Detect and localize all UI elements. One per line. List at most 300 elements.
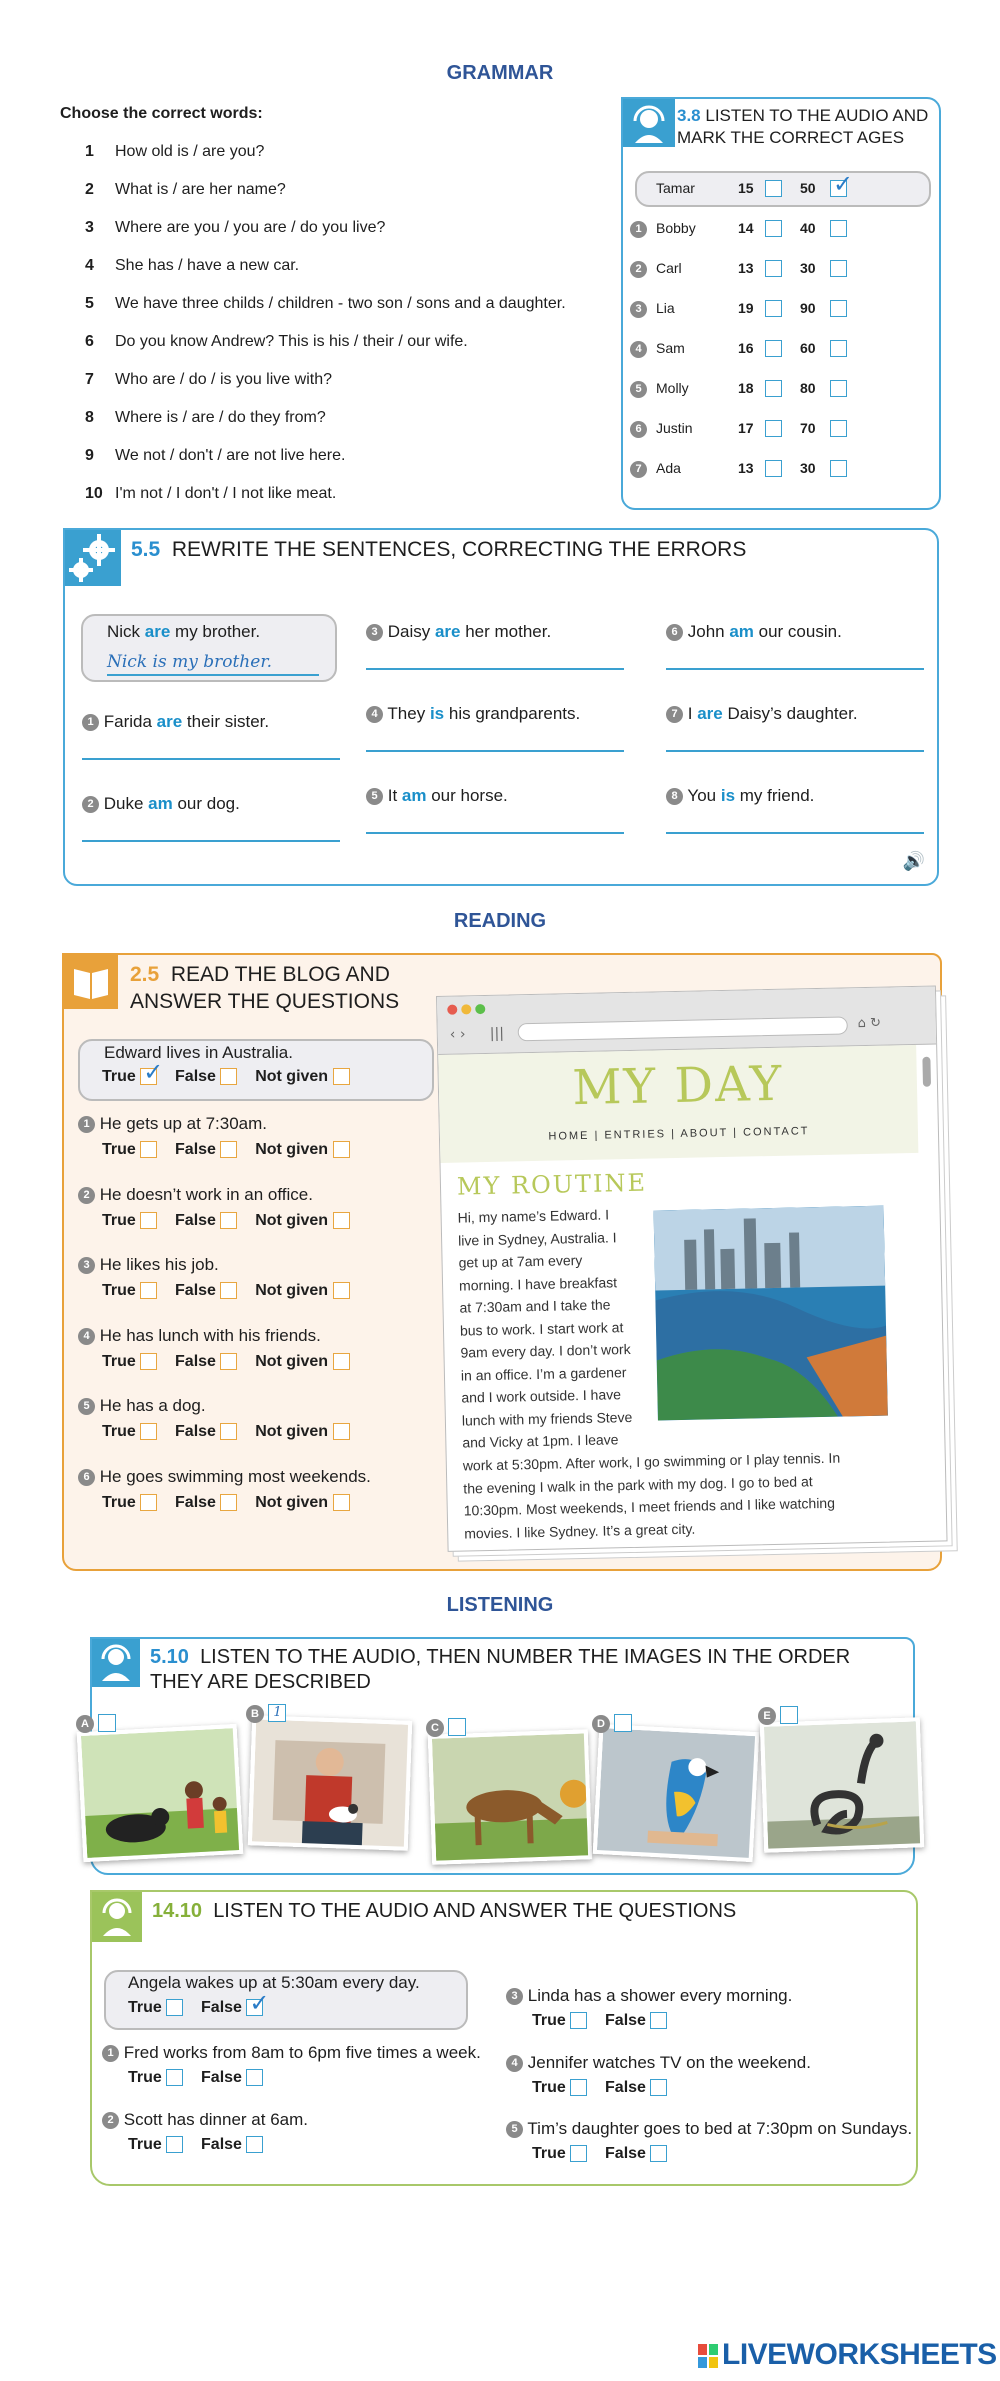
false-label: False [175, 1423, 216, 1440]
number-badge: 1 [82, 714, 99, 731]
sentence-part-a: I [687, 704, 698, 723]
minimize-dot[interactable] [461, 1004, 471, 1014]
blog-text-wide [463, 1447, 842, 1545]
questions-num: 14.10 [152, 1900, 203, 1922]
rewrite-sentence [366, 622, 551, 642]
true-label: True [128, 2136, 162, 2153]
sentence-part-a: Duke [103, 794, 149, 813]
rewrite-sentence [666, 622, 842, 642]
number-badge: 4 [366, 706, 383, 723]
grammar-item-text[interactable]: Do you know Andrew? This is his / their / our wife. [115, 333, 468, 350]
listening-question [102, 2043, 481, 2063]
not-given-checkbox[interactable] [333, 1353, 350, 1370]
question-text: Linda has a shower every morning. [527, 1986, 793, 2005]
blog-line: movies. I like Sydney. It’s a great city. [464, 1520, 696, 1542]
sentence-part-b: are [697, 704, 723, 723]
grammar-item-text[interactable]: She has / have a new car. [115, 257, 300, 274]
answer-options [102, 1353, 350, 1371]
rewrite-title: REWRITE THE SENTENCES, CORRECTING THE ERRORS [171, 538, 747, 561]
age-checkbox-2[interactable] [830, 220, 847, 237]
grammar-title: GRAMMAR [446, 62, 554, 84]
false-checkbox[interactable] [220, 1494, 237, 1511]
age-checkbox-2[interactable] [830, 340, 847, 357]
age-checkbox-2[interactable] [830, 420, 847, 437]
answer-options [102, 1494, 350, 1512]
grammar-item-number: 8 [85, 409, 94, 426]
answer-line[interactable] [82, 758, 340, 760]
sentence-part-c: our horse. [426, 786, 508, 805]
age-checkbox-1[interactable] [765, 380, 782, 397]
grammar-instruction: Choose the correct words: [60, 105, 263, 122]
reading-question [78, 1467, 371, 1487]
image-label [76, 1714, 116, 1733]
not-given-checkbox[interactable] [333, 1282, 350, 1299]
example-part-c: my brother. [170, 622, 261, 641]
blog-line: live in Sydney, Australia. I [457, 1228, 617, 1249]
sydney-photo [654, 1206, 888, 1421]
false-label: False [175, 1141, 216, 1158]
grammar-item [85, 485, 336, 503]
true-label: True [102, 1352, 136, 1370]
true-label: True [532, 2012, 566, 2029]
address-bar[interactable] [518, 1016, 848, 1041]
grammar-item-number: 6 [85, 333, 94, 350]
not-given-checkbox[interactable] [333, 1141, 350, 1158]
number-badge: 4 [630, 341, 647, 358]
question-text: Scott has dinner at 6am. [123, 2110, 309, 2129]
number-badge: 2 [78, 1187, 95, 1204]
age-checkbox-2[interactable] [830, 300, 847, 317]
answer-line[interactable] [666, 668, 924, 670]
grammar-item-number: 3 [85, 219, 94, 236]
reading-title1: READ THE BLOG AND [170, 963, 390, 986]
listening-question [506, 2119, 912, 2139]
listening-question [102, 2110, 308, 2130]
image-label [246, 1704, 286, 1723]
blog-line: get up at 7am every [458, 1251, 583, 1271]
age-checkbox-2[interactable] [830, 169, 854, 198]
age-option-1: 18 [738, 380, 754, 396]
rewrite-sentence [366, 704, 580, 724]
false-label: False [605, 2012, 646, 2029]
not-given-checkbox[interactable] [333, 1423, 350, 1440]
question-text: Tim’s daughter goes to bed at 7:30pm on Sundays. [527, 2119, 913, 2138]
scene-illustration [596, 1728, 759, 1862]
false-checkbox[interactable] [246, 2136, 263, 2153]
blog-browser [436, 985, 950, 1555]
listening-question [506, 2053, 811, 2073]
number-badge: 3 [630, 301, 647, 318]
image-letter: E [758, 1707, 776, 1725]
grammar-item [85, 333, 468, 351]
scene-illustration [764, 1721, 924, 1853]
sentence-part-c: their sister. [182, 712, 270, 731]
true-label: True [128, 2069, 162, 2086]
person-name: Justin [656, 420, 693, 436]
true-checkbox[interactable] [140, 1353, 157, 1370]
blog-subtitle: MY ROUTINE [456, 1168, 648, 1201]
not-given-label: Not given [255, 1282, 329, 1299]
person-name: Tamar [656, 180, 695, 196]
number-badge: 1 [78, 1116, 95, 1133]
true-label: True [102, 1211, 136, 1229]
number-badge: 5 [506, 2121, 523, 2138]
answer-line[interactable] [366, 668, 624, 670]
answer-options [102, 1423, 350, 1441]
image-label [592, 1714, 632, 1733]
false-label: False [175, 1352, 216, 1370]
image-number-box[interactable]: 1 [268, 1704, 286, 1722]
maximize-dot[interactable] [475, 1004, 485, 1014]
question-text: Fred works from 8am to 6pm five times a week. [123, 2043, 481, 2062]
image-letter: B [246, 1705, 264, 1723]
age-option-2: 90 [800, 300, 816, 316]
reading-title2: ANSWER THE QUESTIONS [130, 990, 400, 1013]
image-card [760, 1717, 924, 1853]
image-card [77, 1724, 244, 1862]
blog-line: and I work outside. I have [461, 1386, 622, 1406]
images-title-b: THEY ARE DESCRIBED [150, 1671, 371, 1693]
images-title-a: LISTEN TO THE AUDIO, THEN NUMBER THE IMAGES IN THE ORDER [200, 1646, 851, 1668]
blog-line: and Vicky at 1pm. I leave [462, 1431, 619, 1451]
age-checkbox-1[interactable] [765, 180, 782, 197]
question-text: He gets up at 7:30am. [99, 1114, 268, 1133]
number-badge: 4 [78, 1328, 95, 1345]
book-icon [64, 955, 118, 1009]
person-name: Sam [656, 340, 685, 356]
ages-num: 3.8 [677, 106, 701, 125]
reading-question [78, 1185, 313, 1205]
blog-line: the evening I walk in the park with my dog. I go to bed at [463, 1472, 813, 1497]
grammar-item-number: 2 [85, 181, 94, 198]
grammar-item [85, 371, 332, 389]
sentence-part-a: John [687, 622, 730, 641]
age-option-1: 16 [738, 340, 754, 356]
false-label: False [175, 1282, 216, 1299]
true-label: True [102, 1068, 136, 1085]
age-checkbox-2[interactable] [830, 260, 847, 277]
number-badge: 2 [102, 2112, 119, 2129]
back-forward-icon[interactable]: ‹ › [449, 1026, 466, 1043]
answer-options [128, 1989, 270, 2018]
grammar-item-number: 5 [85, 295, 94, 312]
sentence-part-b: am [148, 794, 173, 813]
age-option-2: 60 [800, 340, 816, 356]
blog-line: morning. I have breakfast [458, 1273, 618, 1294]
reading-num: 2.5 [130, 963, 160, 986]
age-checkbox-2[interactable] [830, 380, 847, 397]
listening-question [506, 1986, 792, 2006]
grammar-item-number: 7 [85, 371, 94, 388]
rewrite-num: 5.5 [131, 538, 161, 561]
true-checkbox[interactable] [140, 1058, 164, 1087]
reading-question [78, 1396, 206, 1416]
true-checkbox[interactable] [140, 1212, 157, 1229]
blog-line: Hi, my name’s Edward. I [457, 1206, 610, 1226]
false-checkbox[interactable] [650, 2079, 667, 2096]
false-checkbox[interactable] [220, 1353, 237, 1370]
image-card [428, 1729, 592, 1865]
image-letter: C [426, 1719, 444, 1737]
grammar-item [85, 257, 299, 275]
answer-options [532, 2145, 667, 2163]
false-label: False [605, 2079, 646, 2096]
age-checkbox-1[interactable] [765, 340, 782, 357]
false-checkbox[interactable] [220, 1141, 237, 1158]
false-checkbox[interactable] [220, 1068, 237, 1085]
reading-question [78, 1255, 219, 1275]
image-number-box[interactable] [98, 1714, 116, 1732]
sentence-part-a: It [387, 786, 402, 805]
sentence-part-c: my friend. [735, 786, 815, 805]
true-label: True [102, 1282, 136, 1299]
person-name: Lia [656, 300, 675, 316]
answer-line[interactable] [366, 750, 624, 752]
grammar-item-number: 9 [85, 447, 94, 464]
number-badge: 1 [630, 221, 647, 238]
blog-line: work at 5:30pm. After work, I go swimming or I play tennis. In [462, 1449, 841, 1474]
headphones-icon-2 [92, 1639, 140, 1687]
false-checkbox[interactable] [650, 2145, 667, 2162]
scene-illustration [81, 1728, 243, 1862]
false-label: False [201, 1999, 242, 2016]
speaker-icon[interactable]: 🔊 [902, 851, 925, 872]
answer-options [102, 1212, 350, 1230]
gear-icon [65, 530, 121, 586]
age-option-1: 15 [738, 180, 754, 196]
not-given-checkbox[interactable] [333, 1212, 350, 1229]
close-dot[interactable] [447, 1005, 457, 1015]
age-option-2: 30 [800, 460, 816, 476]
person-name: Carl [656, 260, 682, 276]
false-label: False [175, 1211, 216, 1229]
not-given-checkbox[interactable] [333, 1068, 350, 1085]
answer-line[interactable] [666, 832, 924, 834]
true-label: True [102, 1493, 136, 1511]
rewrite-sentence [666, 704, 858, 724]
age-option-1: 19 [738, 300, 754, 316]
check-mark-icon: ✓ [833, 169, 854, 198]
images-num: 5.10 [150, 1646, 189, 1668]
ages-heading [677, 105, 928, 149]
number-badge: 6 [666, 624, 683, 641]
browser-toolbar [437, 987, 936, 1055]
answer-line[interactable] [366, 832, 624, 834]
reading-question [78, 1326, 321, 1346]
sentence-part-b: is [720, 786, 736, 805]
sentence-part-b: is [429, 704, 445, 723]
answer-options [532, 2012, 667, 2030]
number-badge: 3 [506, 1988, 523, 2005]
person-name: Bobby [656, 220, 696, 236]
not-given-label: Not given [255, 1423, 329, 1440]
reading-heading [130, 961, 399, 1015]
grammar-item-number: 1 [85, 143, 94, 160]
false-checkbox[interactable] [650, 2012, 667, 2029]
number-badge: 4 [506, 2055, 523, 2072]
sentence-part-a: You [687, 786, 721, 805]
number-badge: 1 [102, 2045, 119, 2062]
blog-nav[interactable]: HOME | ENTRIES | ABOUT | CONTACT [548, 1125, 810, 1143]
rewrite-sentence [666, 786, 814, 806]
false-label: False [201, 2136, 242, 2153]
blog-window [436, 986, 948, 1552]
number-badge: 2 [82, 796, 99, 813]
number-badge: 7 [666, 706, 683, 723]
age-option-2: 70 [800, 420, 816, 436]
blog-title: MY DAY [571, 1055, 784, 1117]
sentence-part-c: our dog. [172, 794, 240, 813]
true-checkbox[interactable] [570, 2012, 587, 2029]
answer-options [532, 2079, 667, 2097]
true-label: True [532, 2079, 566, 2096]
grammar-item [85, 295, 566, 313]
age-option-1: 17 [738, 420, 754, 436]
brand-logo [698, 2338, 997, 2372]
answer-options [102, 1141, 350, 1159]
grammar-item-text[interactable]: Where is / are / do they from? [115, 409, 326, 426]
answer-line[interactable] [82, 840, 340, 842]
image-card [593, 1724, 760, 1862]
false-checkbox[interactable] [220, 1212, 237, 1229]
blog-line: 9am every day. I don’t work [460, 1341, 631, 1361]
sentence-part-c: her mother. [460, 622, 552, 641]
image-label [426, 1718, 466, 1737]
sentence-part-b: am [729, 622, 754, 641]
answer-line [107, 674, 319, 676]
question-text: He likes his job. [99, 1255, 219, 1274]
blog-line: lunch with my friends Steve [461, 1408, 633, 1429]
rewrite-example-answer: Nick is my brother. [107, 652, 272, 672]
image-number-box[interactable] [448, 1718, 466, 1736]
person-name: Molly [656, 380, 689, 396]
images-heading [150, 1645, 850, 1695]
grammar-item-text[interactable]: Who are / do / is you live with? [115, 371, 332, 388]
grammar-item-text[interactable]: Where are you / you are / do you live? [115, 219, 386, 236]
age-checkbox-2[interactable] [830, 460, 847, 477]
age-checkbox-1[interactable] [765, 260, 782, 277]
true-label: True [102, 1423, 136, 1440]
question-text: He has lunch with his friends. [99, 1325, 321, 1345]
false-label: False [175, 1493, 216, 1511]
grammar-item-text[interactable]: What is / are her name? [115, 181, 286, 198]
age-option-2: 30 [800, 260, 816, 276]
listening-example: Angela wakes up at 5:30am every day. [128, 1973, 420, 1992]
sentence-part-a: Daisy [387, 622, 435, 641]
grammar-item-text[interactable]: We not / don't / are not live here. [115, 447, 346, 464]
home-icon[interactable]: ⌂ ↻ [857, 1015, 882, 1032]
true-checkbox[interactable] [140, 1141, 157, 1158]
rewrite-sentence [82, 794, 240, 814]
blog-line: in an office. I’m a gardener [460, 1363, 627, 1384]
true-checkbox[interactable] [140, 1494, 157, 1511]
false-checkbox[interactable] [220, 1282, 237, 1299]
example-part-a: Nick [107, 622, 145, 641]
image-label [758, 1706, 798, 1725]
age-option-2: 50 [800, 180, 816, 196]
questions-heading [152, 1900, 736, 1923]
true-checkbox[interactable] [570, 2145, 587, 2162]
answer-options [102, 1282, 350, 1300]
grammar-item-text[interactable]: I'm not / I don't / I not like meat. [115, 485, 337, 502]
not-given-label: Not given [255, 1068, 329, 1085]
number-badge: 5 [630, 381, 647, 398]
image-card [248, 1715, 412, 1851]
grammar-item-text[interactable]: We have three childs / children - two son / sons and a daughter. [115, 295, 566, 312]
reading-example: Edward lives in Australia. [104, 1043, 293, 1062]
true-checkbox[interactable] [140, 1282, 157, 1299]
age-checkbox-1[interactable] [765, 420, 782, 437]
age-checkbox-1[interactable] [765, 220, 782, 237]
headphones-icon [623, 99, 675, 147]
scrollbar[interactable] [922, 1057, 931, 1087]
example-part-b: are [144, 622, 171, 641]
blog-line: 10:30pm. Most weekends, I meet friends and I like watching [463, 1494, 836, 1519]
answer-options [128, 2069, 263, 2087]
true-checkbox[interactable] [166, 1999, 183, 2016]
grammar-item-text[interactable]: How old is / are you? [115, 143, 265, 160]
true-checkbox[interactable] [166, 2069, 183, 2086]
sentence-part-c: Daisy’s daughter. [722, 704, 858, 723]
number-badge: 5 [78, 1398, 95, 1415]
image-number-box[interactable] [614, 1714, 632, 1732]
brand-text: LIVEWORKSHEETS [722, 2338, 997, 2371]
true-label: True [532, 2145, 566, 2162]
age-option-2: 80 [800, 380, 816, 396]
sentence-part-b: are [156, 712, 183, 731]
true-checkbox[interactable] [166, 2136, 183, 2153]
reading-title: READING [453, 910, 547, 932]
number-badge: 3 [78, 1257, 95, 1274]
brand-grid-icon [698, 2344, 718, 2368]
blog-header [438, 1045, 918, 1163]
true-checkbox[interactable] [140, 1423, 157, 1440]
false-label: False [201, 2069, 242, 2086]
sentence-part-b: are [434, 622, 461, 641]
age-checkbox-1[interactable] [765, 300, 782, 317]
answer-options [128, 2136, 263, 2154]
age-option-1: 13 [738, 460, 754, 476]
listening-title: LISTENING [446, 1594, 554, 1616]
grammar-item-number: 4 [85, 257, 94, 274]
question-text: He has a dog. [99, 1396, 206, 1415]
false-label: False [605, 2145, 646, 2162]
true-label: True [128, 1999, 162, 2016]
rewrite-example [107, 622, 260, 642]
number-badge: 5 [366, 788, 383, 805]
true-checkbox[interactable] [570, 2079, 587, 2096]
age-checkbox-1[interactable] [765, 460, 782, 477]
false-label: False [175, 1068, 216, 1085]
grammar-item [85, 143, 264, 161]
sentence-part-a: Farida [103, 712, 157, 731]
bookmarks-icon[interactable]: ||| [489, 1025, 505, 1042]
grammar-item-number: 10 [85, 485, 103, 502]
not-given-label: Not given [255, 1141, 329, 1158]
not-given-checkbox[interactable] [333, 1494, 350, 1511]
image-letter: D [592, 1715, 610, 1733]
false-checkbox[interactable] [246, 2069, 263, 2086]
answer-line[interactable] [666, 750, 924, 752]
false-checkbox[interactable] [220, 1423, 237, 1440]
headphones-icon-3 [92, 1892, 142, 1942]
sentence-part-a: They [387, 704, 430, 723]
image-number-box[interactable] [780, 1706, 798, 1724]
number-badge: 2 [630, 261, 647, 278]
reading-question [78, 1114, 267, 1134]
false-checkbox[interactable] [246, 1989, 270, 2018]
rewrite-sentence [82, 712, 269, 732]
